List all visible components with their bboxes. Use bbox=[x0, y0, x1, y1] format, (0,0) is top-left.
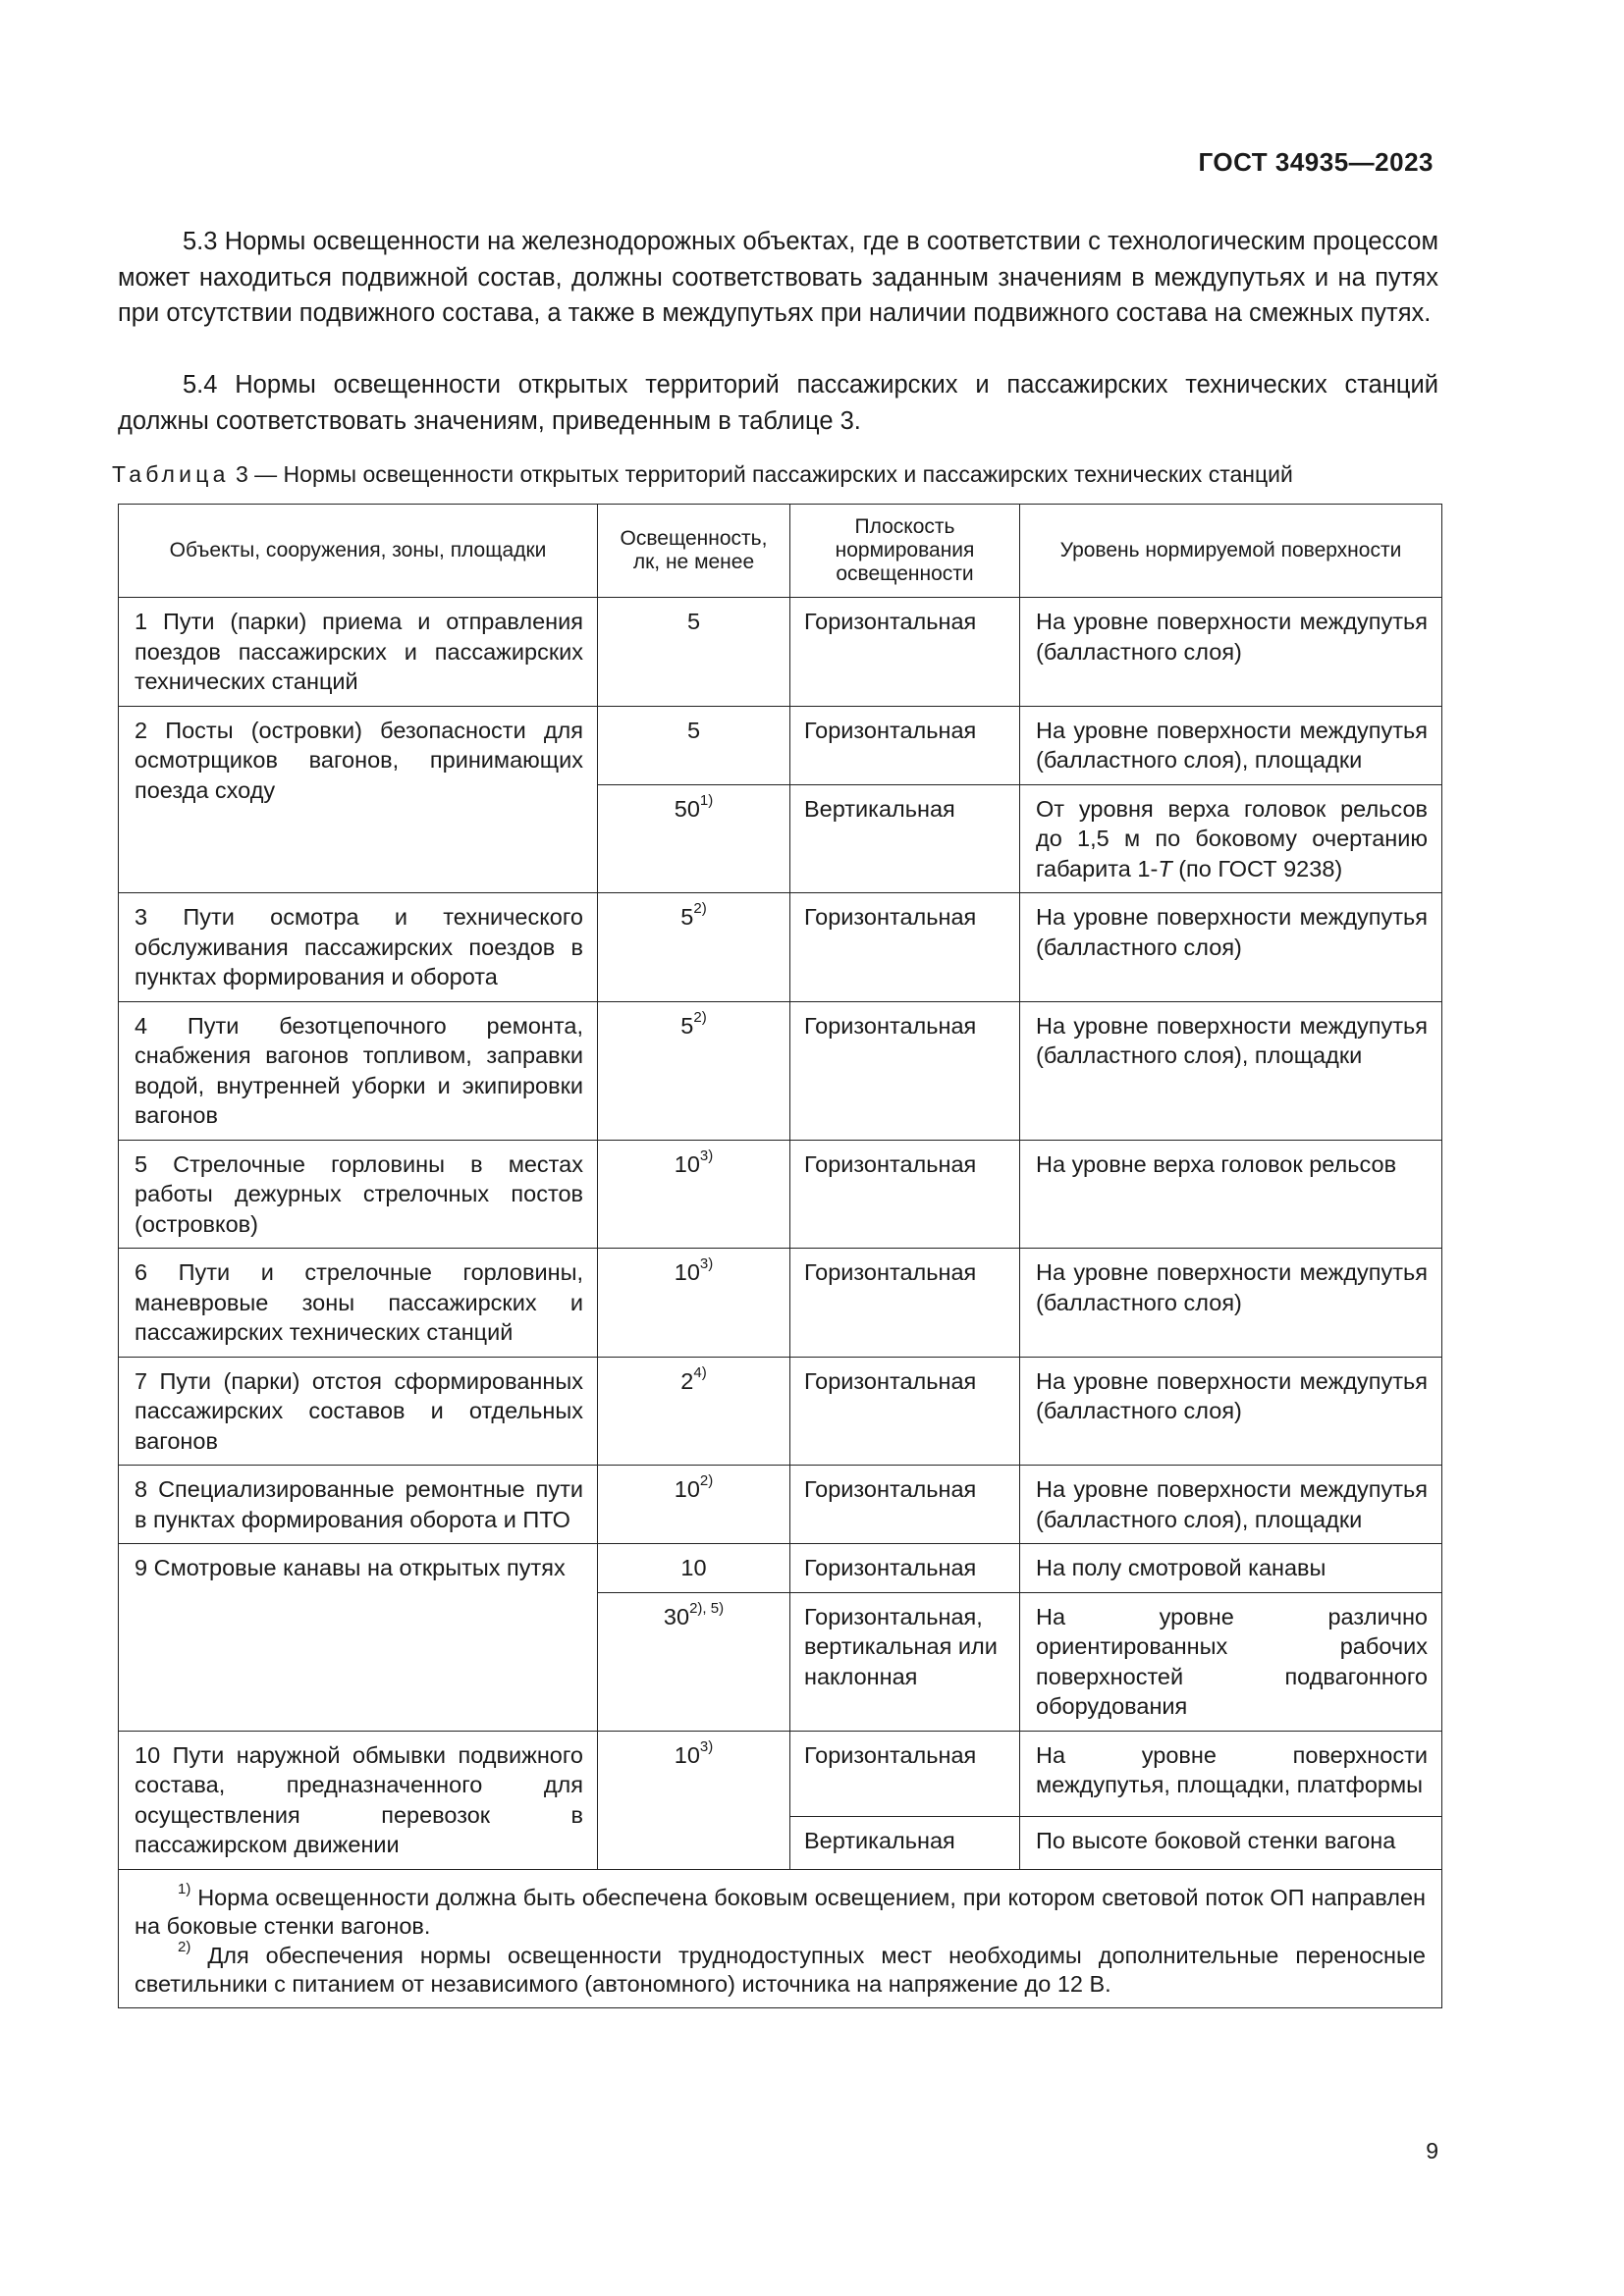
level-cell: На уровне верха головок рельсов bbox=[1036, 1150, 1397, 1177]
object-cell: 4 Пути безотцепочного ремонта, снабжения вагонов топливом, заправки водой, внутренней уборки и экипировки вагонов bbox=[135, 1012, 583, 1128]
page-number: 9 bbox=[1426, 2138, 1438, 2163]
level-cell: На уровне поверхности междупутья (балластного слоя) bbox=[1036, 1259, 1428, 1315]
plane-cell: Горизонтальная, вертикальная или наклонная bbox=[804, 1603, 998, 1689]
lux-cell: 50$^{1)}$ bbox=[674, 791, 714, 822]
table-caption-label: Таблица bbox=[112, 461, 230, 487]
header-plane: Плоскость нормирования освещенности bbox=[790, 505, 1020, 598]
header-level: Уровень нормируемой поверхности bbox=[1020, 505, 1442, 598]
footnote-mark: 2) bbox=[693, 1008, 707, 1026]
level-cell: На уровне поверхности междупутья (балластного слоя), площадки bbox=[1036, 1012, 1428, 1068]
level-cell: На уровне различно ориентированных рабочих поверхностей подвагонного оборудования bbox=[1036, 1603, 1428, 1719]
header-objects: Объекты, сооружения, зоны, площадки bbox=[119, 505, 598, 598]
footnote: $^{2)}$ Для обеспечения нормы освещенности труднодоступных мест необходимы дополнительные переносные светильники с питанием от независимого (автономного) источника на напряжение до 12 В. bbox=[135, 1938, 1426, 1997]
level-cell: На полу смотровой канавы bbox=[1036, 1555, 1326, 1580]
table-header-row bbox=[119, 505, 1442, 598]
level-cell: На уровне поверхности междупутья (балластного слоя), площадки bbox=[1036, 717, 1428, 773]
footnote-mark: 3) bbox=[699, 1147, 714, 1164]
plane-cell: Горизонтальная bbox=[804, 1741, 977, 1768]
table-caption-text: 3 — Нормы освещенности открытых территорий пассажирских и пассажирских технических станций bbox=[229, 461, 1293, 487]
table-row bbox=[119, 598, 1442, 707]
table-row bbox=[119, 1001, 1442, 1140]
paragraph-5-4 bbox=[118, 367, 1438, 439]
lux-cell: 5 bbox=[686, 717, 701, 743]
object-cell: 8 Специализированные ремонтные пути в пунктах формирования оборота и ПТО bbox=[135, 1476, 583, 1532]
footnote-mark: 1) bbox=[178, 1880, 191, 1897]
footnote-mark: 2) bbox=[693, 900, 707, 918]
level-cell: На уровне поверхности междупутья (балластного слоя) bbox=[1036, 904, 1428, 960]
lux-cell: 2$^{4)}$ bbox=[680, 1363, 707, 1394]
plane-cell: Горизонтальная bbox=[804, 609, 977, 634]
table-row bbox=[119, 706, 1442, 784]
plane-cell: Горизонтальная bbox=[804, 1150, 977, 1177]
table-row bbox=[119, 893, 1442, 1002]
object-cell: 9 Смотровые канавы на открытых путях bbox=[135, 1555, 566, 1580]
object-cell: 6 Пути и стрелочные горловины, маневровые зоны пассажирских и пассажирских технических станций bbox=[135, 1259, 583, 1345]
table-row bbox=[119, 1249, 1442, 1358]
plane-cell: Горизонтальная bbox=[804, 1012, 977, 1039]
object-cell: 2 Посты (островки) безопасности для осмотрщиков вагонов, принимающих поезда сходу bbox=[135, 717, 583, 803]
table-caption bbox=[112, 461, 1447, 488]
table-row bbox=[119, 1544, 1442, 1593]
illumination-norms-table bbox=[118, 504, 1442, 2008]
footnote-mark: 3) bbox=[699, 1737, 714, 1755]
plane-cell: Вертикальная bbox=[804, 1827, 955, 1853]
footnote-mark: 2) bbox=[178, 1938, 191, 1955]
lux-cell: 10$^{3)}$ bbox=[674, 1147, 714, 1177]
footnote-mark: 3) bbox=[699, 1255, 714, 1273]
table-notes-row bbox=[119, 1869, 1442, 2007]
object-cell: 7 Пути (парки) отстоя сформированных пассажирских составов и отдельных вагонов bbox=[135, 1367, 583, 1454]
footnote-mark: 4) bbox=[693, 1363, 707, 1381]
object-cell: 5 Стрелочные горловины в местах работы дежурных стрелочных постов (островков) bbox=[135, 1150, 583, 1237]
lux-cell: 10$^{2)}$ bbox=[674, 1472, 714, 1502]
table-row bbox=[119, 1466, 1442, 1544]
table-row bbox=[119, 1357, 1442, 1466]
table-row bbox=[119, 1731, 1442, 1816]
lux-cell: 5$^{2)}$ bbox=[680, 1008, 707, 1039]
object-cell: 1 Пути (парки) приема и отправления поездов пассажирских и пассажирских технических станций bbox=[135, 609, 583, 694]
object-cell: 3 Пути осмотра и технического обслуживания пассажирских поездов в пунктах формирования и оборота bbox=[135, 904, 583, 989]
footnote-mark: 2) bbox=[699, 1472, 714, 1490]
lux-cell: 5 bbox=[686, 609, 701, 634]
lux-cell: $30^{2), 5)}$ bbox=[663, 1599, 725, 1629]
lux-cell: 10$^{3)}$ bbox=[674, 1737, 714, 1768]
header-lux: Освещенность, лк, не менее bbox=[598, 505, 790, 598]
paragraph-5-4-text: 5.4 Нормы освещенности открытых территорий пассажирских и пассажирских технических станций должны соответствовать значениям, приведенным в таблице 3. bbox=[118, 371, 1438, 435]
level-cell: По высоте боковой стенки вагона bbox=[1036, 1827, 1396, 1853]
object-cell: 10 Пути наружной обмывки подвижного состава, предназначенного для осуществления перевозок в пассажирском движении bbox=[135, 1741, 583, 1857]
lux-cell: 5$^{2)}$ bbox=[680, 900, 707, 930]
level-cell: На уровне поверхности междупутья, площадки, платформы bbox=[1036, 1741, 1428, 1797]
footnote-mark: 2), 5) bbox=[689, 1599, 725, 1617]
document-code: ГОСТ 34935—2023 bbox=[1198, 147, 1434, 177]
level-cell: На уровне поверхности междупутья (балластного слоя) bbox=[1036, 609, 1428, 665]
plane-cell: Горизонтальная bbox=[804, 904, 977, 930]
plane-cell: Горизонтальная bbox=[804, 1476, 977, 1502]
lux-cell: 10 bbox=[680, 1555, 707, 1580]
plane-cell: Горизонтальная bbox=[804, 1555, 977, 1580]
lux-cell: 10$^{3)}$ bbox=[674, 1255, 714, 1285]
plane-cell: Горизонтальная bbox=[804, 1259, 977, 1285]
level-cell: От уровня верха головок рельсов до 1,5 м по боковому очертанию габарита 1-Т (по ГОСТ 9238) bbox=[1036, 795, 1428, 881]
level-cell: На уровне поверхности междупутья (балластного слоя) bbox=[1036, 1367, 1428, 1423]
plane-cell: Горизонтальная bbox=[804, 1367, 977, 1394]
level-cell: На уровне поверхности междупутья (балластного слоя), площадки bbox=[1036, 1476, 1428, 1532]
footnote-mark: 1) bbox=[699, 791, 714, 809]
paragraph-5-3-text: 5.3 Нормы освещенности на железнодорожных объектах, где в соответствии с технологическим процессом может находиться подвижной состав, должны соответствовать заданным значениям в междупутьях и на путях при отсутствии подвижного состава, а также в междупутьях при наличии подвижного состава на смежных путях. bbox=[118, 228, 1438, 327]
plane-cell: Горизонтальная bbox=[804, 717, 977, 743]
plane-cell: Вертикальная bbox=[804, 795, 955, 822]
table-row bbox=[119, 1140, 1442, 1249]
footnote: $^{1)}$ Норма освещенности должна быть обеспечена боковым освещением, при котором световой поток ОП направлен на боковые стенки вагонов. bbox=[135, 1880, 1426, 1939]
paragraph-5-3 bbox=[118, 224, 1438, 332]
